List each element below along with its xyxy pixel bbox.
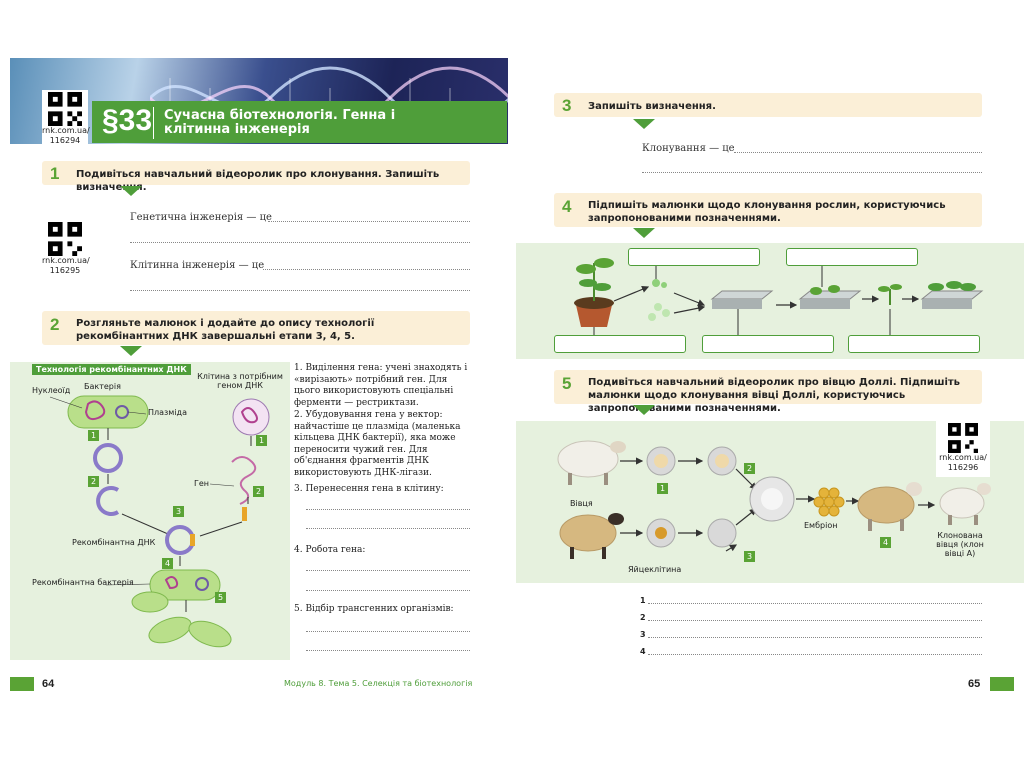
footer-module: Модуль 8. Тема 5. Селекція та біотехнологія [284, 679, 473, 688]
egg-cell-label: Яйцеклітина [628, 565, 682, 574]
answer-number: 3 [640, 630, 646, 639]
qr-site: rnk.com.ua/ [42, 256, 90, 265]
arrow-down-icon [633, 228, 655, 238]
section-number: §33 [102, 104, 153, 137]
answer-line[interactable] [642, 172, 982, 173]
task-2-text: Розгляньте малюнок і додайте до опису технології рекомбінантних ДНК завершальні етапи 3, 4, 5. [76, 318, 375, 342]
clone-label: Клонована вівця (клон вівці А) [936, 531, 984, 558]
answer-line[interactable] [306, 528, 470, 529]
section-title: Сучасна біотехнологія. Генна і клітинна інженерія [164, 108, 396, 137]
step-badge: 2 [253, 486, 264, 497]
cloning-label: Клонування — це [642, 143, 735, 154]
footer-bar [990, 677, 1014, 691]
label-box[interactable] [702, 335, 834, 353]
task-3-number: 3 [562, 96, 572, 115]
sheep-label: Вівця [570, 499, 593, 508]
arrow-down-icon [633, 119, 655, 129]
page-number: 65 [968, 678, 981, 690]
answer-line[interactable] [263, 269, 470, 270]
footer-bar [10, 677, 34, 691]
answer-line[interactable] [648, 603, 982, 604]
step-1-text: 1. Виділення гена: учені знаходять і «вирізають» потрібний ген. Для цього використовують спеціальні ферменти — рестриктази. [294, 363, 468, 408]
step-3-text: 3. Перенесення гена в клітину: [294, 484, 444, 494]
page-number: 64 [42, 678, 55, 690]
qr-icon [48, 92, 82, 126]
answer-line[interactable] [648, 654, 982, 655]
answer-line[interactable] [130, 242, 470, 243]
step-badge: 1 [88, 430, 99, 441]
step-badge: 3 [173, 506, 184, 517]
qr-code-3[interactable] [936, 421, 990, 477]
figure-title: Технологія рекомбінантних ДНК [32, 364, 191, 375]
embryo-label: Ембріон [804, 521, 838, 530]
step-badge: 1 [256, 435, 267, 446]
plasmid-label: Плазміда [148, 408, 187, 417]
label-box[interactable] [628, 248, 760, 266]
step-5-text: 5. Відбір трансгенних організмів: [294, 604, 454, 614]
step-2-text: 2. Убудовування гена у вектор: найчастіше це плазміда (маленька кільцева ДНК бактерії), яка може переносити чужий ген. Для об'єднання фрагментів ДНК використовують ДНК-лігази. [294, 410, 461, 478]
task-4-number: 4 [562, 197, 572, 216]
qr-code-2[interactable] [42, 220, 88, 280]
label-box[interactable] [786, 248, 918, 266]
answer-number: 4 [640, 647, 646, 656]
step-badge: 4 [162, 558, 173, 569]
arrow-down-icon [120, 186, 142, 196]
qr-site: rnk.com.ua/ [42, 126, 90, 135]
qr-icon [48, 222, 82, 256]
answer-line[interactable] [306, 631, 470, 632]
answer-line[interactable] [306, 650, 470, 651]
answer-line[interactable] [648, 620, 982, 621]
title-divider [153, 107, 154, 139]
answer-line[interactable] [648, 637, 982, 638]
arrow-down-icon [633, 405, 655, 415]
recombinant-dna-label: Рекомбінантна ДНК [72, 538, 156, 547]
task-5-text: Подивіться навчальний відеоролик про вівцю Доллі. Підпишіть малюнки щодо клонування вівці Доллі, користуючись запропонованими позначеннями. [588, 377, 960, 414]
step-4-text: 4. Робота гена: [294, 545, 366, 555]
answer-line[interactable] [130, 290, 470, 291]
step-badge: 1 [657, 483, 668, 494]
step-badge: 4 [880, 537, 891, 548]
qr-code-number: 116294 [49, 136, 81, 145]
task-3-text: Запишіть визначення. [588, 101, 716, 112]
gene-label: Ген [194, 479, 210, 488]
answer-number: 2 [640, 613, 646, 622]
step-badge: 2 [744, 463, 755, 474]
task-5-number: 5 [562, 374, 572, 393]
answer-line[interactable] [306, 590, 470, 591]
qr-code-number: 116295 [49, 266, 81, 275]
task-1-text: Подивіться навчальний відеоролик про клонування. Запишіть визначення. [76, 169, 440, 193]
recombinant-dna-figure [10, 362, 290, 660]
recombinant-bacterium-label: Рекомбінантна бактерія [32, 578, 134, 587]
task-1-number: 1 [50, 164, 60, 183]
step-badge: 5 [215, 592, 226, 603]
dolly-cloning-figure [516, 421, 1024, 583]
plant-cloning-figure [516, 243, 1024, 359]
qr-code-number: 116296 [947, 463, 979, 472]
answer-line[interactable] [734, 152, 982, 153]
answer-line[interactable] [306, 509, 470, 510]
answer-line[interactable] [268, 221, 470, 222]
label-box[interactable] [848, 335, 980, 353]
nucleoid-label: Нуклеоїд [32, 386, 71, 395]
task-4-text: Підпишіть малюнки щодо клонування рослин, користуючись запропонованими позначеннями. [588, 200, 946, 224]
task-2-number: 2 [50, 315, 60, 334]
qr-code-1[interactable] [42, 90, 88, 158]
arrow-down-icon [120, 346, 142, 356]
right-page [512, 0, 1024, 768]
recombinant-dna-diagram [10, 362, 290, 660]
cell-label: Клітина з потрібним геном ДНК [197, 372, 283, 390]
qr-icon [948, 423, 978, 453]
genetic-engineering-label: Генетична інженерія — це [130, 212, 272, 223]
answer-line[interactable] [306, 570, 470, 571]
cell-engineering-label: Клітинна інженерія — це [130, 260, 265, 271]
step-badge: 3 [744, 551, 755, 562]
qr-site: rnk.com.ua/ [939, 453, 987, 462]
label-box[interactable] [554, 335, 686, 353]
answer-number: 1 [640, 596, 646, 605]
bacterium-label: Бактерія [84, 382, 121, 391]
step-badge: 2 [88, 476, 99, 487]
